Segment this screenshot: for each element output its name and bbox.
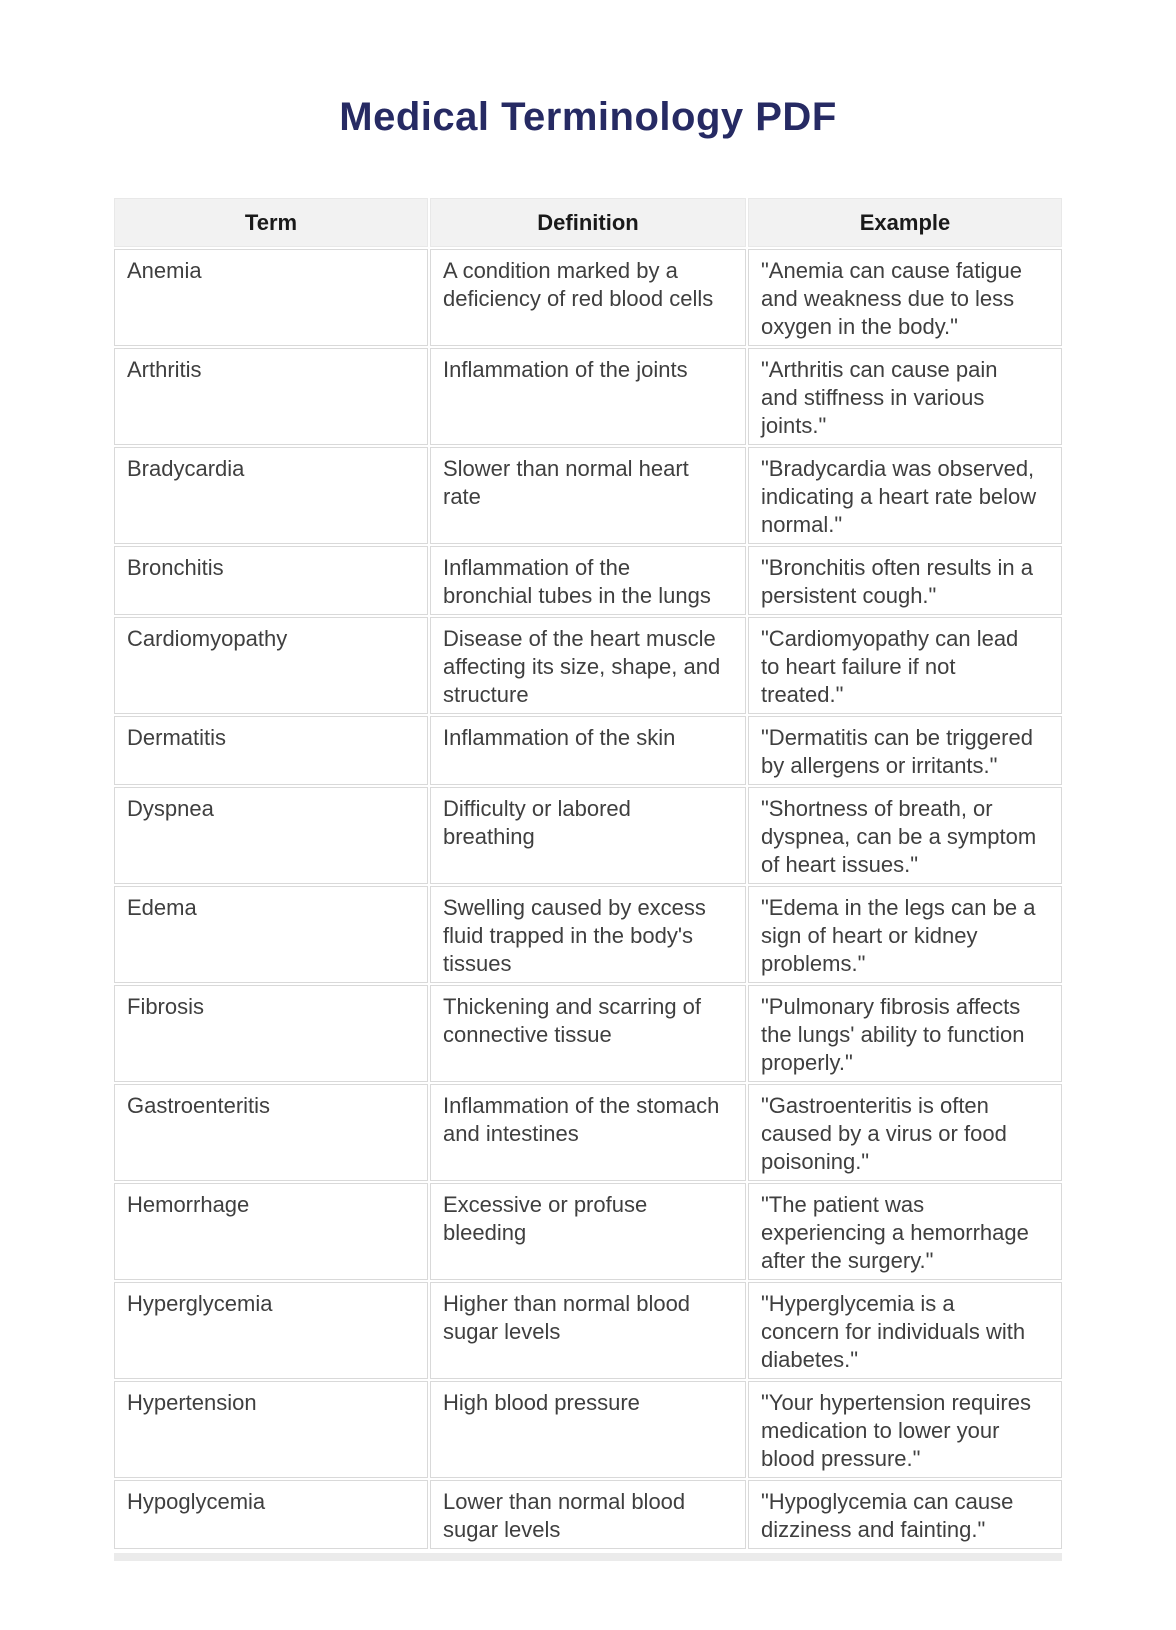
definition-cell: Inflammation of the bronchial tubes in the lungs (430, 546, 746, 615)
column-header-term: Term (114, 198, 428, 247)
table-row (114, 1183, 1062, 1280)
definition-cell: Lower than normal blood sugar levels (430, 1480, 746, 1549)
definition-cell: Thickening and scarring of connective tissue (430, 985, 746, 1082)
example-cell: "Cardiomyopathy can lead to heart failure if not treated." (748, 617, 1062, 714)
table-body (114, 249, 1062, 1549)
table-row (114, 249, 1062, 346)
example-cell: "Edema in the legs can be a sign of heart or kidney problems." (748, 886, 1062, 983)
page-title: Medical Terminology PDF (339, 95, 837, 139)
term-cell: Fibrosis (114, 985, 428, 1082)
term-cell: Hyperglycemia (114, 1282, 428, 1379)
example-cell: "Your hypertension requires medication to lower your blood pressure." (748, 1381, 1062, 1478)
table-row (114, 1282, 1062, 1379)
example-cell: "Hypoglycemia can cause dizziness and fainting." (748, 1480, 1062, 1549)
table-row (114, 1381, 1062, 1478)
definition-cell: Higher than normal blood sugar levels (430, 1282, 746, 1379)
column-header-definition: Definition (430, 198, 746, 247)
term-cell: Hypertension (114, 1381, 428, 1478)
definition-cell: Excessive or profuse bleeding (430, 1183, 746, 1280)
table-row (114, 617, 1062, 714)
example-cell: "Gastroenteritis is often caused by a virus or food poisoning." (748, 1084, 1062, 1181)
definition-cell: A condition marked by a deficiency of red blood cells (430, 249, 746, 346)
definition-cell: Swelling caused by excess fluid trapped in the body's tissues (430, 886, 746, 983)
example-cell: "Bronchitis often results in a persistent cough." (748, 546, 1062, 615)
term-cell: Dyspnea (114, 787, 428, 884)
term-cell: Hypoglycemia (114, 1480, 428, 1549)
table-row (114, 985, 1062, 1082)
term-cell: Hemorrhage (114, 1183, 428, 1280)
example-cell: "Shortness of breath, or dyspnea, can be a symptom of heart issues." (748, 787, 1062, 884)
header-row (114, 198, 1062, 247)
term-cell: Bradycardia (114, 447, 428, 544)
table-row (114, 886, 1062, 983)
definition-cell: Inflammation of the stomach and intestines (430, 1084, 746, 1181)
term-cell: Cardiomyopathy (114, 617, 428, 714)
definition-cell: High blood pressure (430, 1381, 746, 1478)
example-cell: "The patient was experiencing a hemorrhage after the surgery." (748, 1183, 1062, 1280)
definition-cell: Inflammation of the skin (430, 716, 746, 785)
example-cell: "Arthritis can cause pain and stiffness in various joints." (748, 348, 1062, 445)
table-row (114, 1084, 1062, 1181)
table-row (114, 546, 1062, 615)
term-cell: Dermatitis (114, 716, 428, 785)
example-cell: "Anemia can cause fatigue and weakness due to less oxygen in the body." (748, 249, 1062, 346)
table-row (114, 1480, 1062, 1549)
example-cell: "Dermatitis can be triggered by allergens or irritants." (748, 716, 1062, 785)
term-cell: Edema (114, 886, 428, 983)
definition-cell: Slower than normal heart rate (430, 447, 746, 544)
table-row (114, 348, 1062, 445)
table-header (114, 198, 1062, 247)
example-cell: "Hyperglycemia is a concern for individuals with diabetes." (748, 1282, 1062, 1379)
terminology-table (112, 196, 1064, 1551)
table-row (114, 447, 1062, 544)
definition-cell: Difficulty or labored breathing (430, 787, 746, 884)
example-cell: "Pulmonary fibrosis affects the lungs' ability to function properly." (748, 985, 1062, 1082)
definition-cell: Inflammation of the joints (430, 348, 746, 445)
table-row (114, 787, 1062, 884)
term-cell: Anemia (114, 249, 428, 346)
column-header-example: Example (748, 198, 1062, 247)
term-cell: Arthritis (114, 348, 428, 445)
term-cell: Bronchitis (114, 546, 428, 615)
example-cell: "Bradycardia was observed, indicating a heart rate below normal." (748, 447, 1062, 544)
table-row (114, 716, 1062, 785)
definition-cell: Disease of the heart muscle affecting its size, shape, and structure (430, 617, 746, 714)
table-bottom-strip (114, 1553, 1062, 1561)
term-cell: Gastroenteritis (114, 1084, 428, 1181)
